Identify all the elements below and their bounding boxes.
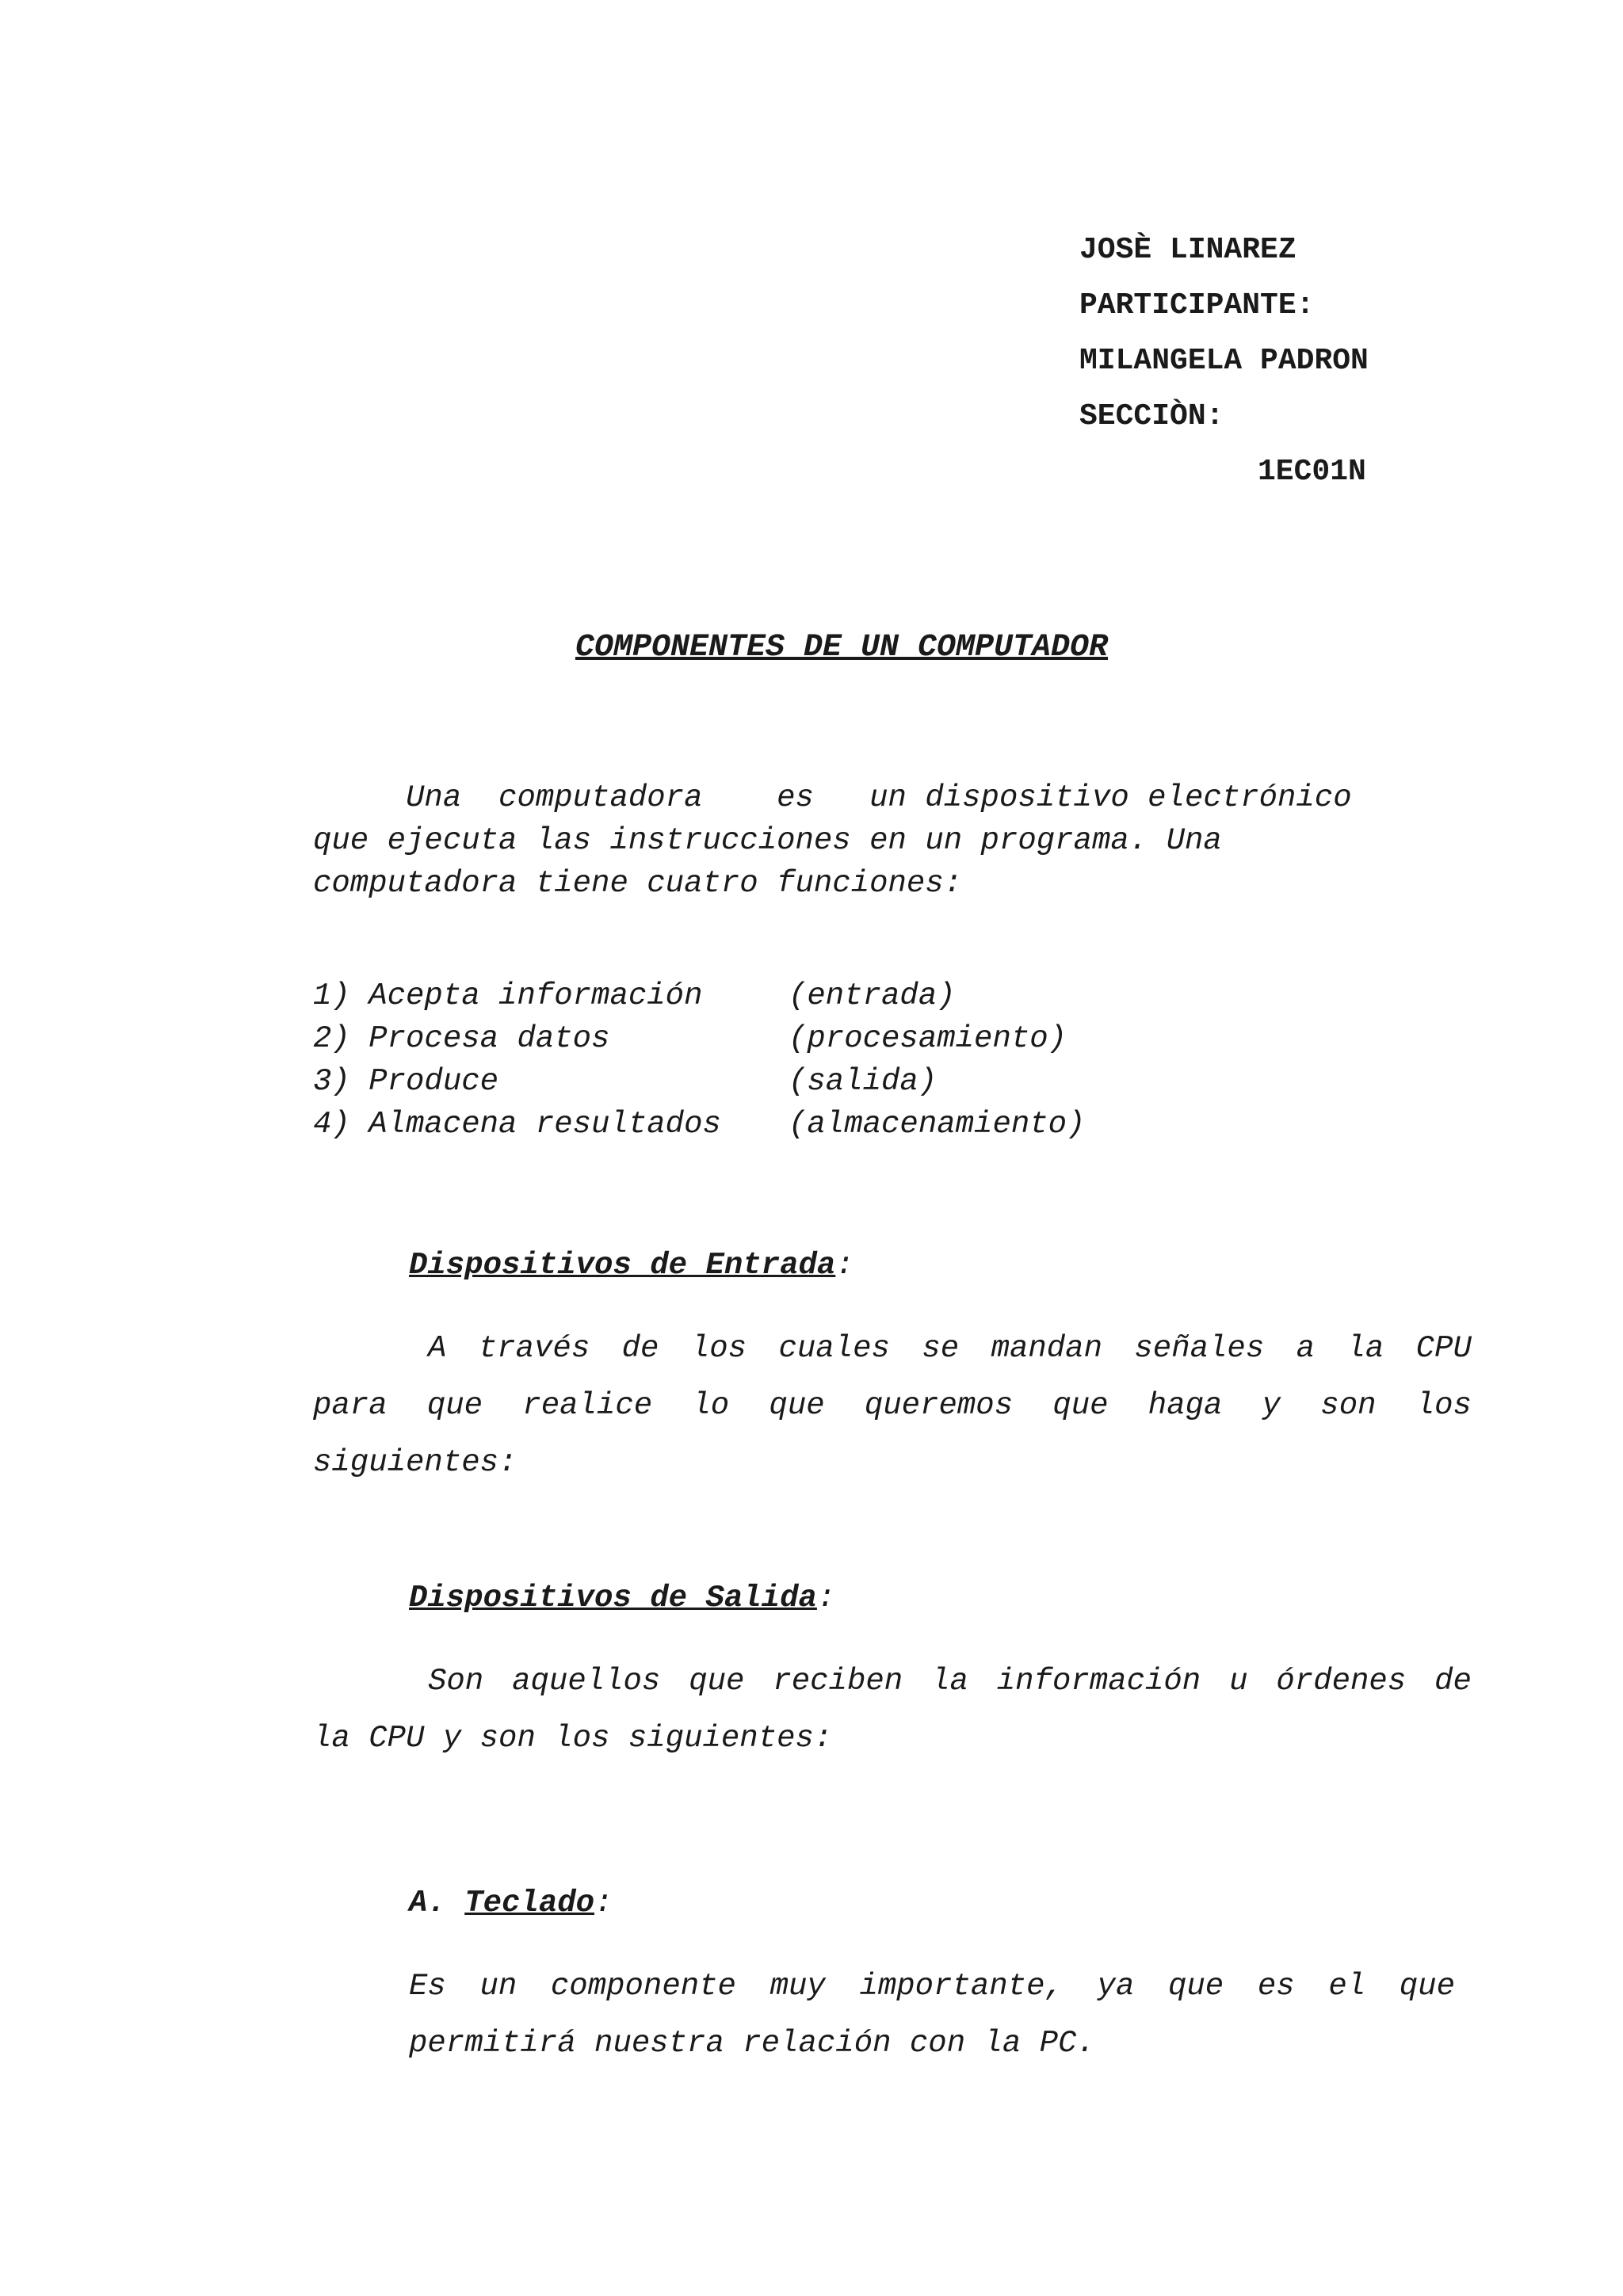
input-devices-paragraph bbox=[313, 1320, 1472, 1491]
function-detail: (procesamiento) bbox=[789, 1021, 1067, 1056]
input-devices-heading bbox=[409, 1244, 854, 1287]
word: la bbox=[1346, 1331, 1384, 1366]
word: CPU bbox=[1415, 1331, 1472, 1366]
document-title: COMPONENTES DE UN COMPUTADOR bbox=[575, 630, 1109, 666]
functions-list bbox=[313, 974, 1085, 1146]
output-devices-heading bbox=[409, 1577, 835, 1619]
word: haga bbox=[1148, 1388, 1223, 1423]
intro-line: que ejecuta las instrucciones en un programa. Una bbox=[313, 823, 1222, 858]
list-item bbox=[313, 974, 1085, 1017]
function-detail: (salida) bbox=[789, 1064, 938, 1099]
heading-colon: : bbox=[835, 1248, 854, 1283]
word: componente bbox=[550, 1969, 736, 2004]
list-item bbox=[313, 1103, 1085, 1146]
keyboard-prefix: A. bbox=[409, 1886, 446, 1920]
intro-paragraph bbox=[313, 776, 1423, 905]
word: a bbox=[1296, 1331, 1316, 1366]
word: reciben bbox=[773, 1664, 903, 1699]
word: y bbox=[1262, 1388, 1281, 1423]
word: de bbox=[621, 1331, 659, 1366]
function-detail: (almacenamiento) bbox=[789, 1107, 1086, 1142]
output-devices-heading-text: Dispositivos de Salida bbox=[409, 1581, 817, 1615]
word: la bbox=[931, 1664, 968, 1699]
word: que bbox=[689, 1664, 745, 1699]
word: que bbox=[1399, 1969, 1455, 2004]
intro-line: Una computadora es un dispositivo electrónico bbox=[313, 780, 1352, 815]
word: los bbox=[1415, 1388, 1472, 1423]
keyboard-paragraph bbox=[409, 1958, 1455, 2072]
list-item bbox=[313, 1017, 1085, 1060]
word: señales bbox=[1134, 1331, 1265, 1366]
heading-colon: : bbox=[816, 1581, 836, 1615]
paragraph-line bbox=[409, 1958, 1455, 2015]
word: para bbox=[313, 1388, 388, 1423]
word: importante, bbox=[859, 1969, 1064, 2004]
word: la CPU y son los siguientes: bbox=[313, 1721, 833, 1756]
word: es bbox=[1257, 1969, 1295, 2004]
keyboard-heading-text: Teclado bbox=[464, 1886, 595, 1920]
word: son bbox=[1320, 1388, 1377, 1423]
author-block bbox=[1079, 230, 1476, 507]
keyboard-heading bbox=[409, 1882, 613, 1924]
word: A bbox=[428, 1331, 447, 1366]
word: mandan bbox=[991, 1331, 1102, 1366]
word: los bbox=[690, 1331, 747, 1366]
word: ya bbox=[1097, 1969, 1135, 2004]
input-devices-heading-text: Dispositivos de Entrada bbox=[409, 1248, 836, 1283]
paragraph-line bbox=[313, 1434, 1472, 1491]
section-code: 1EC01N bbox=[1258, 455, 1366, 489]
participant-label: PARTICIPANTE: bbox=[1079, 288, 1315, 322]
word: un bbox=[479, 1969, 517, 2004]
list-item bbox=[313, 1060, 1085, 1103]
section-label: SECCIÒN: bbox=[1079, 399, 1224, 433]
word: que bbox=[1168, 1969, 1224, 2004]
heading-colon: : bbox=[594, 1886, 613, 1920]
word: queremos bbox=[864, 1388, 1014, 1423]
function-item: 3) Produce bbox=[313, 1064, 499, 1099]
word: aquellos bbox=[512, 1664, 661, 1699]
word: Son bbox=[428, 1664, 484, 1699]
paragraph-line bbox=[313, 1653, 1472, 1710]
author-name: JOSÈ LINAREZ bbox=[1079, 233, 1296, 267]
word: información bbox=[996, 1664, 1201, 1699]
word: muy bbox=[769, 1969, 826, 2004]
function-item: 1) Acepta información bbox=[313, 978, 703, 1013]
paragraph-line bbox=[313, 1320, 1472, 1377]
function-detail: (entrada) bbox=[789, 978, 956, 1013]
intro-line: computadora tiene cuatro funciones: bbox=[313, 866, 963, 901]
word: Es bbox=[409, 1969, 446, 2004]
word: que bbox=[426, 1388, 483, 1423]
paragraph-line bbox=[313, 1377, 1472, 1434]
paragraph-line bbox=[313, 1710, 1472, 1767]
word: órdenes bbox=[1276, 1664, 1407, 1699]
word: través bbox=[478, 1331, 590, 1366]
word: lo bbox=[692, 1388, 730, 1423]
word: se bbox=[922, 1331, 960, 1366]
function-item: 2) Procesa datos bbox=[313, 1021, 610, 1056]
word: que bbox=[769, 1388, 825, 1423]
word: cuales bbox=[778, 1331, 890, 1366]
word: siguientes: bbox=[313, 1445, 517, 1480]
paragraph-line bbox=[409, 2015, 1455, 2072]
word: realice bbox=[522, 1388, 653, 1423]
word: u bbox=[1229, 1664, 1248, 1699]
participant-name: MILANGELA PADRON bbox=[1079, 344, 1369, 378]
word: que bbox=[1052, 1388, 1109, 1423]
word: permitirá nuestra relación con la PC. bbox=[409, 2026, 1095, 2061]
word: de bbox=[1434, 1664, 1472, 1699]
word: el bbox=[1328, 1969, 1366, 2004]
function-item: 4) Almacena resultados bbox=[313, 1107, 721, 1142]
output-devices-paragraph bbox=[313, 1653, 1472, 1767]
